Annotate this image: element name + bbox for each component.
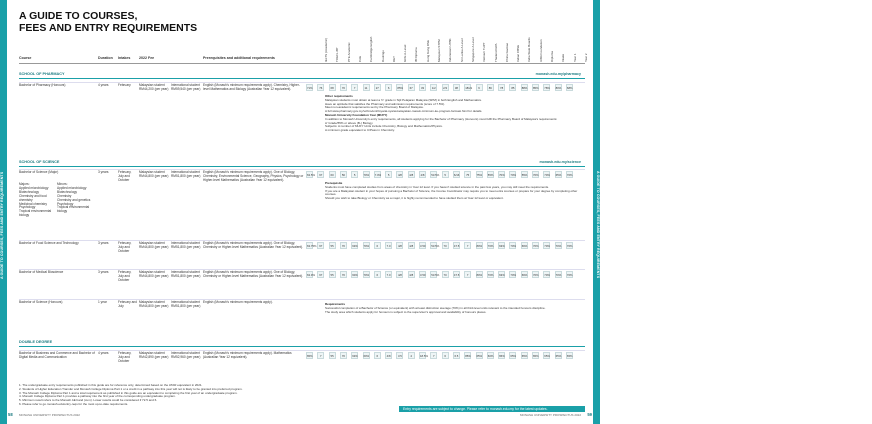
- note-item: Malaysian students must obtain at least a 'C' grade in Sijil Pelajaran Malaysia (SPM) in both English and Mathematics.: [325, 97, 482, 102]
- score-cell: 7: [317, 352, 324, 359]
- score-cell: 5: [385, 171, 392, 178]
- course-row: [19, 301, 585, 337]
- entry-requirements-banner: Entry requirements are subject to change. Please refer to monash.edu.my for the latest updates.: [399, 406, 585, 412]
- score-cell: 70: [341, 273, 345, 277]
- fee-international: International student RM51,800 (per year): [171, 170, 201, 178]
- score-cell: 80%: [476, 273, 483, 277]
- note-item: Successful completion of a Bachelor of Science (or equivalent) with at least distinction average (70%) in all third-level units relevant to the intended honours discipline.: [325, 305, 546, 310]
- course-name[interactable]: Bachelor of Business and Commerce and Bachelor of Digital Media and Communication: [19, 351, 95, 359]
- score-cell: 2/3: [443, 86, 448, 90]
- score-cell: 3.50: [420, 244, 426, 248]
- course-prereq: English (Monash's minimum requirements apply). Chemistry, Higher-level Mathematics and Biology (Australian Year 12 equivalent).: [203, 83, 300, 91]
- section-divider: [19, 346, 585, 347]
- score-cell: 63.75%: [307, 244, 317, 248]
- footnotes: [19, 384, 242, 407]
- score-cell: 4/8: [397, 244, 402, 248]
- score-header: Cambridge English: [369, 36, 374, 62]
- score-cell: 5: [351, 171, 358, 178]
- fee-international: International student RM52,960 (per year): [171, 351, 201, 359]
- section-link[interactable]: monash.edu.my/science: [539, 160, 581, 164]
- score-cells: [306, 171, 872, 179]
- header-course: Course: [19, 56, 32, 60]
- score-cell: 55: [330, 244, 334, 248]
- note-item: Have an aptitude that satisfies the Pharmacy and admission requirements (score of 7.5%).: [325, 101, 446, 106]
- note-item: Subjects: A number of MUFY Units include Chemistry, Biology and Mathematics/Physics.: [325, 124, 443, 129]
- course-intakes: February: [118, 83, 131, 87]
- note-item: If you are a Malaysian student in your hopes of pursuing a Bachelor of Science, the Course Coordinator may require you to meet extra courses or prepare for your degree by completing other courses.: [325, 188, 578, 197]
- score-cell: 4/8: [397, 173, 402, 177]
- score-cell: 60%: [487, 354, 494, 358]
- score-cell: 70%: [544, 273, 550, 277]
- score-cell: 3.50: [420, 273, 426, 277]
- score-cell: 55: [330, 273, 334, 277]
- score-cell: 78: [500, 86, 504, 90]
- score-header: Thailand GPA: [493, 43, 498, 62]
- footer-left: MONASH UNIVERSITY PROSPECTUS 2022: [19, 413, 80, 417]
- score-header: Intake: [561, 53, 566, 62]
- note-item: Should you wish to take Biology or Chemistry as a major, it is highly recommended to have studied them at Year 12 level or equivalent.: [325, 196, 504, 201]
- score-cell: 70%: [544, 244, 550, 248]
- header-fee: 2022 Fee: [139, 56, 155, 60]
- major-item: Chemistry and food chemistry: [19, 193, 47, 202]
- score-cell: 56: [341, 173, 345, 177]
- score-cell: 3.5: [397, 354, 402, 358]
- score-cell: 53.5%: [431, 244, 440, 248]
- fee-international: International student RM51,800 (per year): [171, 241, 201, 249]
- course-name[interactable]: Bachelor of Science (Major): [19, 170, 59, 174]
- course-duration: 4 years: [98, 83, 109, 87]
- score-cell: 4: [408, 352, 415, 359]
- score-header: IB Diploma: [414, 47, 419, 62]
- row-divider: [19, 169, 585, 170]
- footnote: 6. Please refer to go.monash.edu/entry-reqs for the most up-to-date requirements.: [19, 401, 129, 406]
- score-header: IELTS (Academic): [324, 37, 328, 62]
- score-cell: 63%: [352, 354, 358, 358]
- score-cell: 70%: [363, 273, 370, 277]
- score-header: Duolingo: [380, 50, 385, 62]
- course-duration: 4 years: [98, 351, 109, 355]
- score-cell: 4/8: [409, 244, 414, 248]
- course-name[interactable]: Bachelor of Pharmacy (Honours): [19, 83, 66, 87]
- score-cell: 68%: [566, 86, 573, 90]
- score-cell: 85: [511, 86, 515, 90]
- score-cell: 65%: [544, 354, 550, 358]
- page-number-left: 58: [8, 412, 13, 417]
- score-cell: 18.5%: [420, 354, 428, 358]
- header-prereq: Prerequisites and additional requirements: [203, 56, 275, 60]
- score-cell: 85%: [397, 86, 403, 90]
- course-duration: 3 years: [98, 270, 109, 274]
- footnote: 1. The undergraduate entry requirements published in this guide are for reference only, determined based on the ATAR equivalent in 2021.: [19, 383, 203, 387]
- score-cell: 53.5%: [431, 273, 440, 277]
- score-cell: 6/16: [453, 173, 460, 177]
- side-tab-right: [593, 0, 600, 424]
- row-divider: [19, 240, 585, 241]
- score-cell: 4/8: [397, 273, 402, 277]
- score-cell: 55%: [521, 173, 528, 177]
- score-cell: 75%: [476, 173, 483, 177]
- score-cell: 65%: [555, 173, 562, 177]
- score-cell: 6: [385, 84, 392, 91]
- score-header: Indonesian UTBK: [448, 38, 453, 62]
- notes-title: Requirements: [325, 302, 346, 306]
- score-cell: 27: [375, 86, 379, 90]
- score-cell: 70%: [566, 173, 573, 177]
- major-item: Biotechnology: [19, 189, 40, 194]
- score-cell: 6: [374, 271, 381, 278]
- score-header: GCE A-Level: [403, 44, 408, 62]
- score-cell: 85%: [465, 354, 471, 358]
- course-name[interactable]: Bachelor of Medical Bioscience: [19, 270, 64, 274]
- score-cell: 68: [330, 86, 334, 90]
- score-cell: 63.5%: [307, 173, 315, 177]
- fee-international: International student RM51,800 (per year): [171, 270, 201, 278]
- footnote: 4. Monash College Diploma Part 1 provides a pathway into the first year of the corresponding undergraduate program.: [19, 394, 176, 399]
- major-item: Psychology: [19, 205, 36, 210]
- score-cell: 71%: [307, 86, 313, 90]
- page-title: A GUIDE TO COURSES, FEES AND ENTRY REQUIREMENTS: [19, 10, 198, 34]
- score-cell: 70%: [566, 273, 573, 277]
- score-cell: 70%: [533, 244, 539, 248]
- score-cell: 4/8: [386, 354, 391, 358]
- note-item: The study area which students apply for honours is subject to the supervisor's approval and availability of honours places.: [325, 309, 487, 314]
- course-prereq: English (Monash's minimum requirements apply). One of Biology, Chemistry, Environmental Science, Geography, Physics, Psychology or Higher-level Mathematics (Australian Year 12 equivalent).: [203, 170, 304, 182]
- score-header: Hong Kong DSE: [425, 39, 430, 62]
- score-cell: 86: [488, 86, 492, 90]
- score-cell: 5: [442, 171, 449, 178]
- score-cell: 65%: [476, 354, 483, 358]
- row-divider: [19, 82, 585, 83]
- score-header: Year 1: [572, 53, 577, 62]
- score-cell: 70%: [555, 273, 562, 277]
- score-cell: 70%: [510, 244, 516, 248]
- course-duration: 1 year: [98, 300, 107, 304]
- minor-item: Biotechnology: [57, 189, 78, 194]
- side-tab-left: [0, 0, 7, 424]
- score-cell: 55: [330, 354, 334, 358]
- score-header: Diploma: [550, 50, 554, 62]
- score-cell: 7.0%: [374, 173, 382, 177]
- minor-item: Applied microbiology: [57, 185, 87, 190]
- score-cell: 6.5: [454, 354, 459, 358]
- majors-list: Majors: Applied microbiology Biotechnology Chemistry and food chemistry Medicinal chemistry Psychology Tropical environmental biology: [19, 183, 55, 218]
- score-cell: 67: [319, 244, 323, 248]
- header-intakes: Intakes: [118, 56, 131, 60]
- course-notes: [325, 303, 585, 314]
- side-tab-text: A GUIDE TO COURSES, FEES AND ENTRY REQUIREMENTS: [596, 171, 600, 279]
- section-title: SCHOOL OF SCIENCE: [19, 160, 60, 164]
- score-header: Vietnam THPT: [482, 42, 487, 62]
- score-cells: [306, 352, 872, 360]
- score-cell: 47.5: [453, 273, 460, 277]
- header-duration: Duration: [98, 56, 113, 60]
- side-tab-text: A GUIDE TO COURSES, FEES AND ENTRY REQUIREMENTS: [0, 171, 4, 279]
- footer-right: MONASH UNIVERSITY PROSPECTUS 2022: [520, 413, 581, 417]
- score-header: Singapore A-Level: [470, 37, 475, 62]
- fee-local: Malaysian student RM44,200 (per year): [139, 83, 169, 91]
- score-cell: 7: [430, 352, 437, 359]
- score-cell: 70%: [555, 244, 562, 248]
- score-cell: 65%: [566, 354, 573, 358]
- score-cell: 80%: [555, 86, 562, 90]
- score-header: China Gaokao: [504, 42, 509, 62]
- score-cell: 6: [476, 84, 483, 91]
- score-cell: 75: [466, 173, 470, 177]
- score-cell: 70%: [510, 273, 516, 277]
- score-cell: 4/8: [409, 173, 414, 177]
- score-cells: [306, 271, 872, 279]
- score-cell: 4/8: [409, 273, 414, 277]
- score-cell: 70%: [363, 173, 370, 177]
- score-header: TOEFL iBT: [335, 47, 340, 62]
- score-cell: 65%: [307, 354, 313, 358]
- course-name[interactable]: Bachelor of Food Science and Technology: [19, 241, 79, 245]
- score-cell: 63%: [499, 273, 505, 277]
- score-header: DET: [391, 56, 396, 62]
- score-cell: 7.0: [386, 273, 391, 277]
- score-cell: 11: [363, 84, 370, 91]
- course-prereq: English (Monash's minimum requirements apply). One of Biology, Chemistry or Higher-level Mathematics (Australian Year 12 equivalent).: [203, 270, 304, 278]
- score-cell: 66%: [521, 273, 528, 277]
- course-prereq: English (Monash's minimum requirements apply).: [203, 300, 273, 304]
- course-intakes: February, July and October: [118, 351, 132, 363]
- footnote: 5. Minimum result refers to the Monash AE band (cum). Lower results could be considered if 72.5 and 6.: [19, 398, 158, 403]
- course-notes: [325, 95, 585, 133]
- minor-item: Chemistry: [57, 193, 72, 198]
- score-header: CAE: [357, 55, 362, 62]
- course-row: [19, 170, 585, 218]
- section-title: DOUBLE DEGREE: [19, 340, 53, 344]
- note-item: In addition to Monash University's entry requirements, all students applying for the Bachelor of Pharmacy (Honours) must fulfil the Pharmacy Board of Malaysia's requirements:: [325, 116, 558, 121]
- score-cell: 65%: [533, 354, 539, 358]
- course-prereq: English (Monash's minimum requirements apply). Mathematics (Australian Year 12 equivalent).: [203, 351, 292, 359]
- course-intakes: February and July: [118, 300, 137, 308]
- score-cell: 60%: [363, 354, 370, 358]
- section-divider: [19, 78, 585, 79]
- score-cell: 70%: [566, 244, 573, 248]
- minor-item: Tropical environmental biology: [57, 205, 90, 214]
- score-cell: 7: [464, 242, 471, 249]
- score-cell: 80%: [476, 244, 483, 248]
- score-cell: 67: [319, 273, 323, 277]
- score-cell: 70: [443, 244, 447, 248]
- score-cell: 47.5: [453, 244, 460, 248]
- score-cell: 66%: [521, 244, 528, 248]
- minors-list: Minors: Applied microbiology Biotechnology Chemistry Chemistry and genetics Psychology Tropical environmental biology: [57, 183, 95, 214]
- major-item: Tropical environmental biology: [19, 209, 52, 218]
- course-notes: [325, 182, 585, 201]
- note-item: Students must have completed studies from areas of chemistry in Year 12 level. If you haven't studied science in the past few years, you may still meet the requirements.: [325, 184, 550, 189]
- score-header: UWA Foundation: [538, 39, 543, 62]
- score-cell: 63%: [499, 244, 505, 248]
- score-cell: 55%: [487, 173, 494, 177]
- score-cell: 60%: [352, 273, 358, 277]
- score-header: Year 2: [583, 53, 588, 62]
- score-cells: [306, 242, 872, 250]
- score-cell: 18/21: [465, 86, 473, 90]
- section-divider: [19, 166, 585, 167]
- row-divider: [19, 269, 585, 270]
- notes-title: Other requirements: [325, 94, 353, 98]
- score-cell: 7: [351, 84, 358, 91]
- note-item: A' Grade/55% or above (B-) Biology.: [325, 120, 374, 125]
- score-cell: 7.0: [386, 244, 391, 248]
- score-header: PTE Academic: [346, 42, 351, 62]
- score-cell: 33: [420, 86, 425, 90]
- fee-local: Malaysian student RM44,800 (per year): [139, 300, 169, 308]
- score-cell: 6: [374, 352, 381, 359]
- row-divider: [19, 299, 585, 300]
- score-cell: 70%: [510, 173, 516, 177]
- course-intakes: February, July and October: [118, 170, 132, 182]
- score-cell: 63%: [352, 244, 358, 248]
- score-cell: 60: [330, 173, 334, 177]
- score-cell: 70%: [533, 273, 539, 277]
- score-cell: 70: [443, 273, 447, 277]
- score-cell: 70: [341, 354, 345, 358]
- note-item: A full www.pharmacy.gov.my/v2/ms/entri/syarat-syarat-kelayakan-masuk-minimum-ke-program-farmasi.html for details.: [325, 109, 483, 114]
- fee-local: Malaysian student RM44,800 (per year): [139, 270, 169, 278]
- major-item: Medicinal chemistry: [19, 201, 47, 206]
- note-item: A minimum grade equivalent to C/Pass in Chemistry.: [325, 128, 395, 133]
- score-cell: 85%: [533, 86, 539, 90]
- score-cell: 70%: [533, 173, 539, 177]
- course-intakes: February, July and October: [118, 241, 132, 253]
- row-divider: [19, 350, 585, 351]
- score-cell: 70%: [544, 173, 550, 177]
- score-cell: 7: [464, 271, 471, 278]
- score-cell: 65%: [555, 354, 562, 358]
- fee-international: International student RM51,800 (per year): [171, 300, 201, 308]
- note-item: Meet non-academic requirements set by the Pharmacy Board of Malaysia.: [325, 105, 424, 110]
- section-link[interactable]: monash.edu.my/pharmacy: [535, 72, 581, 76]
- notes-title: Prerequisite: [325, 181, 343, 185]
- fee-local: Malaysian student RM42,890 (per year): [139, 351, 169, 359]
- page-number-right: 59: [587, 412, 592, 417]
- footnote: 2. Students of Higher Education Transfer and Monash College Diploma Part 1 or a credit in a pathway into this year will not is likely to be granted into preferred program.: [19, 386, 243, 391]
- footnote: 3. The Monash College Diploma Part 1 and a total requirement as published in this guide are an equivalent to completing the first year of an undergraduate program.: [19, 390, 238, 395]
- score-cell: 4/8: [420, 173, 425, 177]
- score-header: Sri Lanka A-Level: [459, 38, 464, 62]
- score-cell: 38: [454, 86, 458, 90]
- header-rule: [19, 63, 585, 64]
- score-cell: 65%: [521, 354, 528, 358]
- score-cell: 65%: [499, 354, 505, 358]
- score-cell: 70: [341, 244, 345, 248]
- minor-item: Chemistry and genetics: [57, 197, 91, 202]
- score-cell: 67: [319, 173, 323, 177]
- course-intakes: February, July and October: [118, 270, 132, 282]
- score-header: Indian CBSE: [516, 44, 521, 62]
- score-header: India State Boards: [527, 37, 532, 62]
- score-cell: 88%: [521, 86, 528, 90]
- fee-international: International student RM59,540 (per year): [171, 83, 201, 91]
- fee-local: Malaysian student RM44,800 (per year): [139, 241, 169, 249]
- course-name[interactable]: Bachelor of Science (Honours): [19, 300, 63, 304]
- course-duration: 3 years: [98, 241, 109, 245]
- score-cell: 6: [442, 352, 449, 359]
- score-cell: 67: [409, 86, 413, 90]
- score-cell: 70%: [487, 244, 494, 248]
- score-header: Malaysian STPM: [437, 39, 441, 62]
- section-title: SCHOOL OF PHARMACY: [19, 72, 65, 76]
- course-duration: 3 years: [98, 170, 109, 174]
- score-cell: 76: [319, 86, 323, 90]
- fee-local: Malaysian student RM44,800 (per year): [139, 170, 169, 178]
- minor-item: Psychology: [57, 201, 74, 206]
- score-cell: 70%: [487, 273, 494, 277]
- major-item: Applied microbiology: [19, 185, 49, 190]
- score-cell: 1/2: [431, 86, 436, 90]
- score-cells: [306, 84, 872, 92]
- score-cell: 78%: [544, 86, 550, 90]
- score-cell: 65%: [510, 354, 516, 358]
- notes-title: Monash University Foundation Year (MUFY): [325, 112, 388, 117]
- score-cell: 63.9%: [307, 273, 315, 277]
- score-cell: 70%: [363, 244, 370, 248]
- course-row: [19, 83, 585, 133]
- score-cell: 6: [374, 242, 381, 249]
- score-cell: 53.5%: [431, 173, 440, 177]
- course-prereq: English (Monash's minimum requirements apply). One of Biology, Chemistry or Higher-level Mathematics (Australian Year 12 equivalent).: [203, 241, 304, 249]
- score-cell: 70%: [499, 173, 505, 177]
- score-cell: 70: [341, 86, 345, 90]
